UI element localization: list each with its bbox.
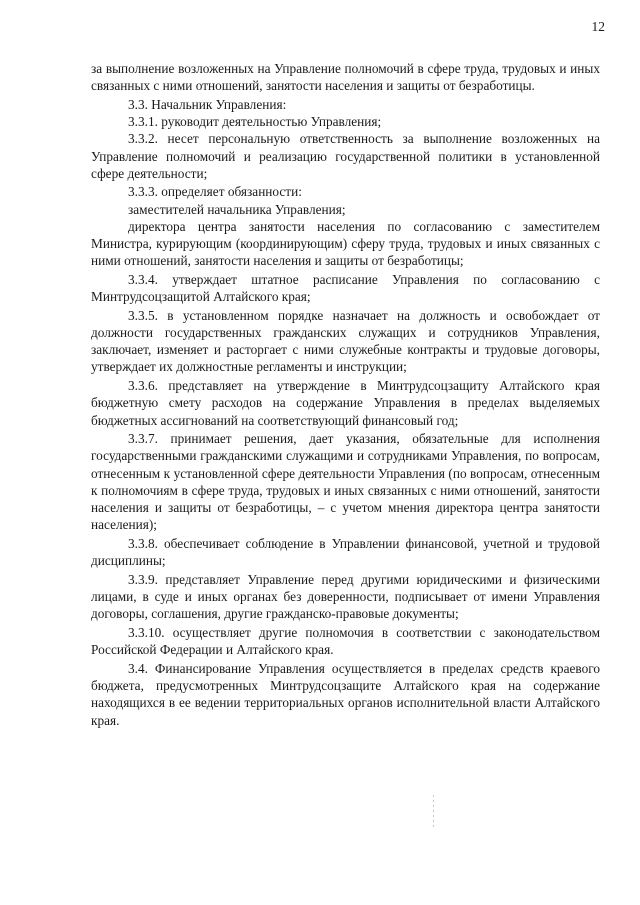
paragraph-3-3-8: 3.3.8. обеспечивает соблюдение в Управлении финансовой, учетной и трудовой дисциплины; [91, 535, 600, 569]
scan-artifact-line [433, 795, 434, 830]
paragraph-3-3-7: 3.3.7. принимает решения, дает указания, обязательные для исполнения государственными гражданскими служащими и сотрудниками Управления, по вопросам, отнесенным к установленной сфере деятельности Управления (по вопросам, отнесенным к полномочиям в сфере труда, трудовых и иных связанных с ними отношений, занятости населения и защиты от безработицы, – с учетом мнения директора центра занятости населения); [91, 431, 600, 533]
paragraph-3-4: 3.4. Финансирование Управления осуществляется в пределах средств краевого бюджета, предусмотренных Минтрудсоцзащите Алтайского края на содержание находящихся в ее ведении территориальных органов исполнительной власти Алтайского края. [91, 660, 600, 728]
paragraph-3-3-4: 3.3.4. утверждает штатное расписание Управления по согласованию с Минтрудсоцзащитой Алтайского края; [91, 271, 600, 305]
paragraph-3-3-10: 3.3.10. осуществляет другие полномочия в соответствии с законодательством Российской Федерации и Алтайского края. [91, 625, 600, 658]
paragraph-3-3-3-director: директора центра занятости населения по согласованию с заместителем Министра, курирующим (координирующим) сферу труда, трудовых и иных связанных с ними отношений, занятости населения и защиты от безработицы; [91, 218, 600, 269]
paragraph-3-3-3-deputies: заместителей начальника Управления; [128, 201, 346, 217]
paragraph-3-3-2: 3.3.2. несет персональную ответственность за выполнение возложенных на Управление полномочий и реализацию государственной политики в установленной сфере деятельности; [91, 131, 600, 181]
page-number: 12 [591, 19, 605, 34]
paragraph-3-3-9: 3.3.9. представляет Управление перед другими юридическими и физическими лицами, в суде и иных органах без доверенности, подписывает от имени Управления договоры, соглашения, другие гражданско-правовые документы; [91, 571, 600, 622]
paragraph-continuation: за выполнение возложенных на Управление полномочий в сфере труда, трудовых и иных связанных с ними отношений, занятости населения и защиты от безработицы. [91, 61, 600, 94]
document-body [91, 60, 600, 730]
paragraph-3-3-5: 3.3.5. в установленном порядке назначает на должность и освобождает от должности государственных гражданских служащих и сотрудников Управления, заключает, изменяет и расторгает с ними служебные контракты и трудовые договоры, утверждает их должностные регламенты и инструкции; [91, 307, 600, 375]
paragraph-3-3-1: 3.3.1. руководит деятельностью Управления; [128, 114, 382, 130]
paragraph-3-3-3: 3.3.3. определяет обязанности: [128, 184, 302, 200]
paragraph-3-3: 3.3. Начальник Управления: [128, 96, 287, 112]
paragraph-3-3-6: 3.3.6. представляет на утверждение в Минтрудсоцзащиту Алтайского края бюджетную смету расходов на содержание Управления в пределах выделяемых бюджетных ассигнований на соответствующий финансовый год; [91, 378, 600, 428]
